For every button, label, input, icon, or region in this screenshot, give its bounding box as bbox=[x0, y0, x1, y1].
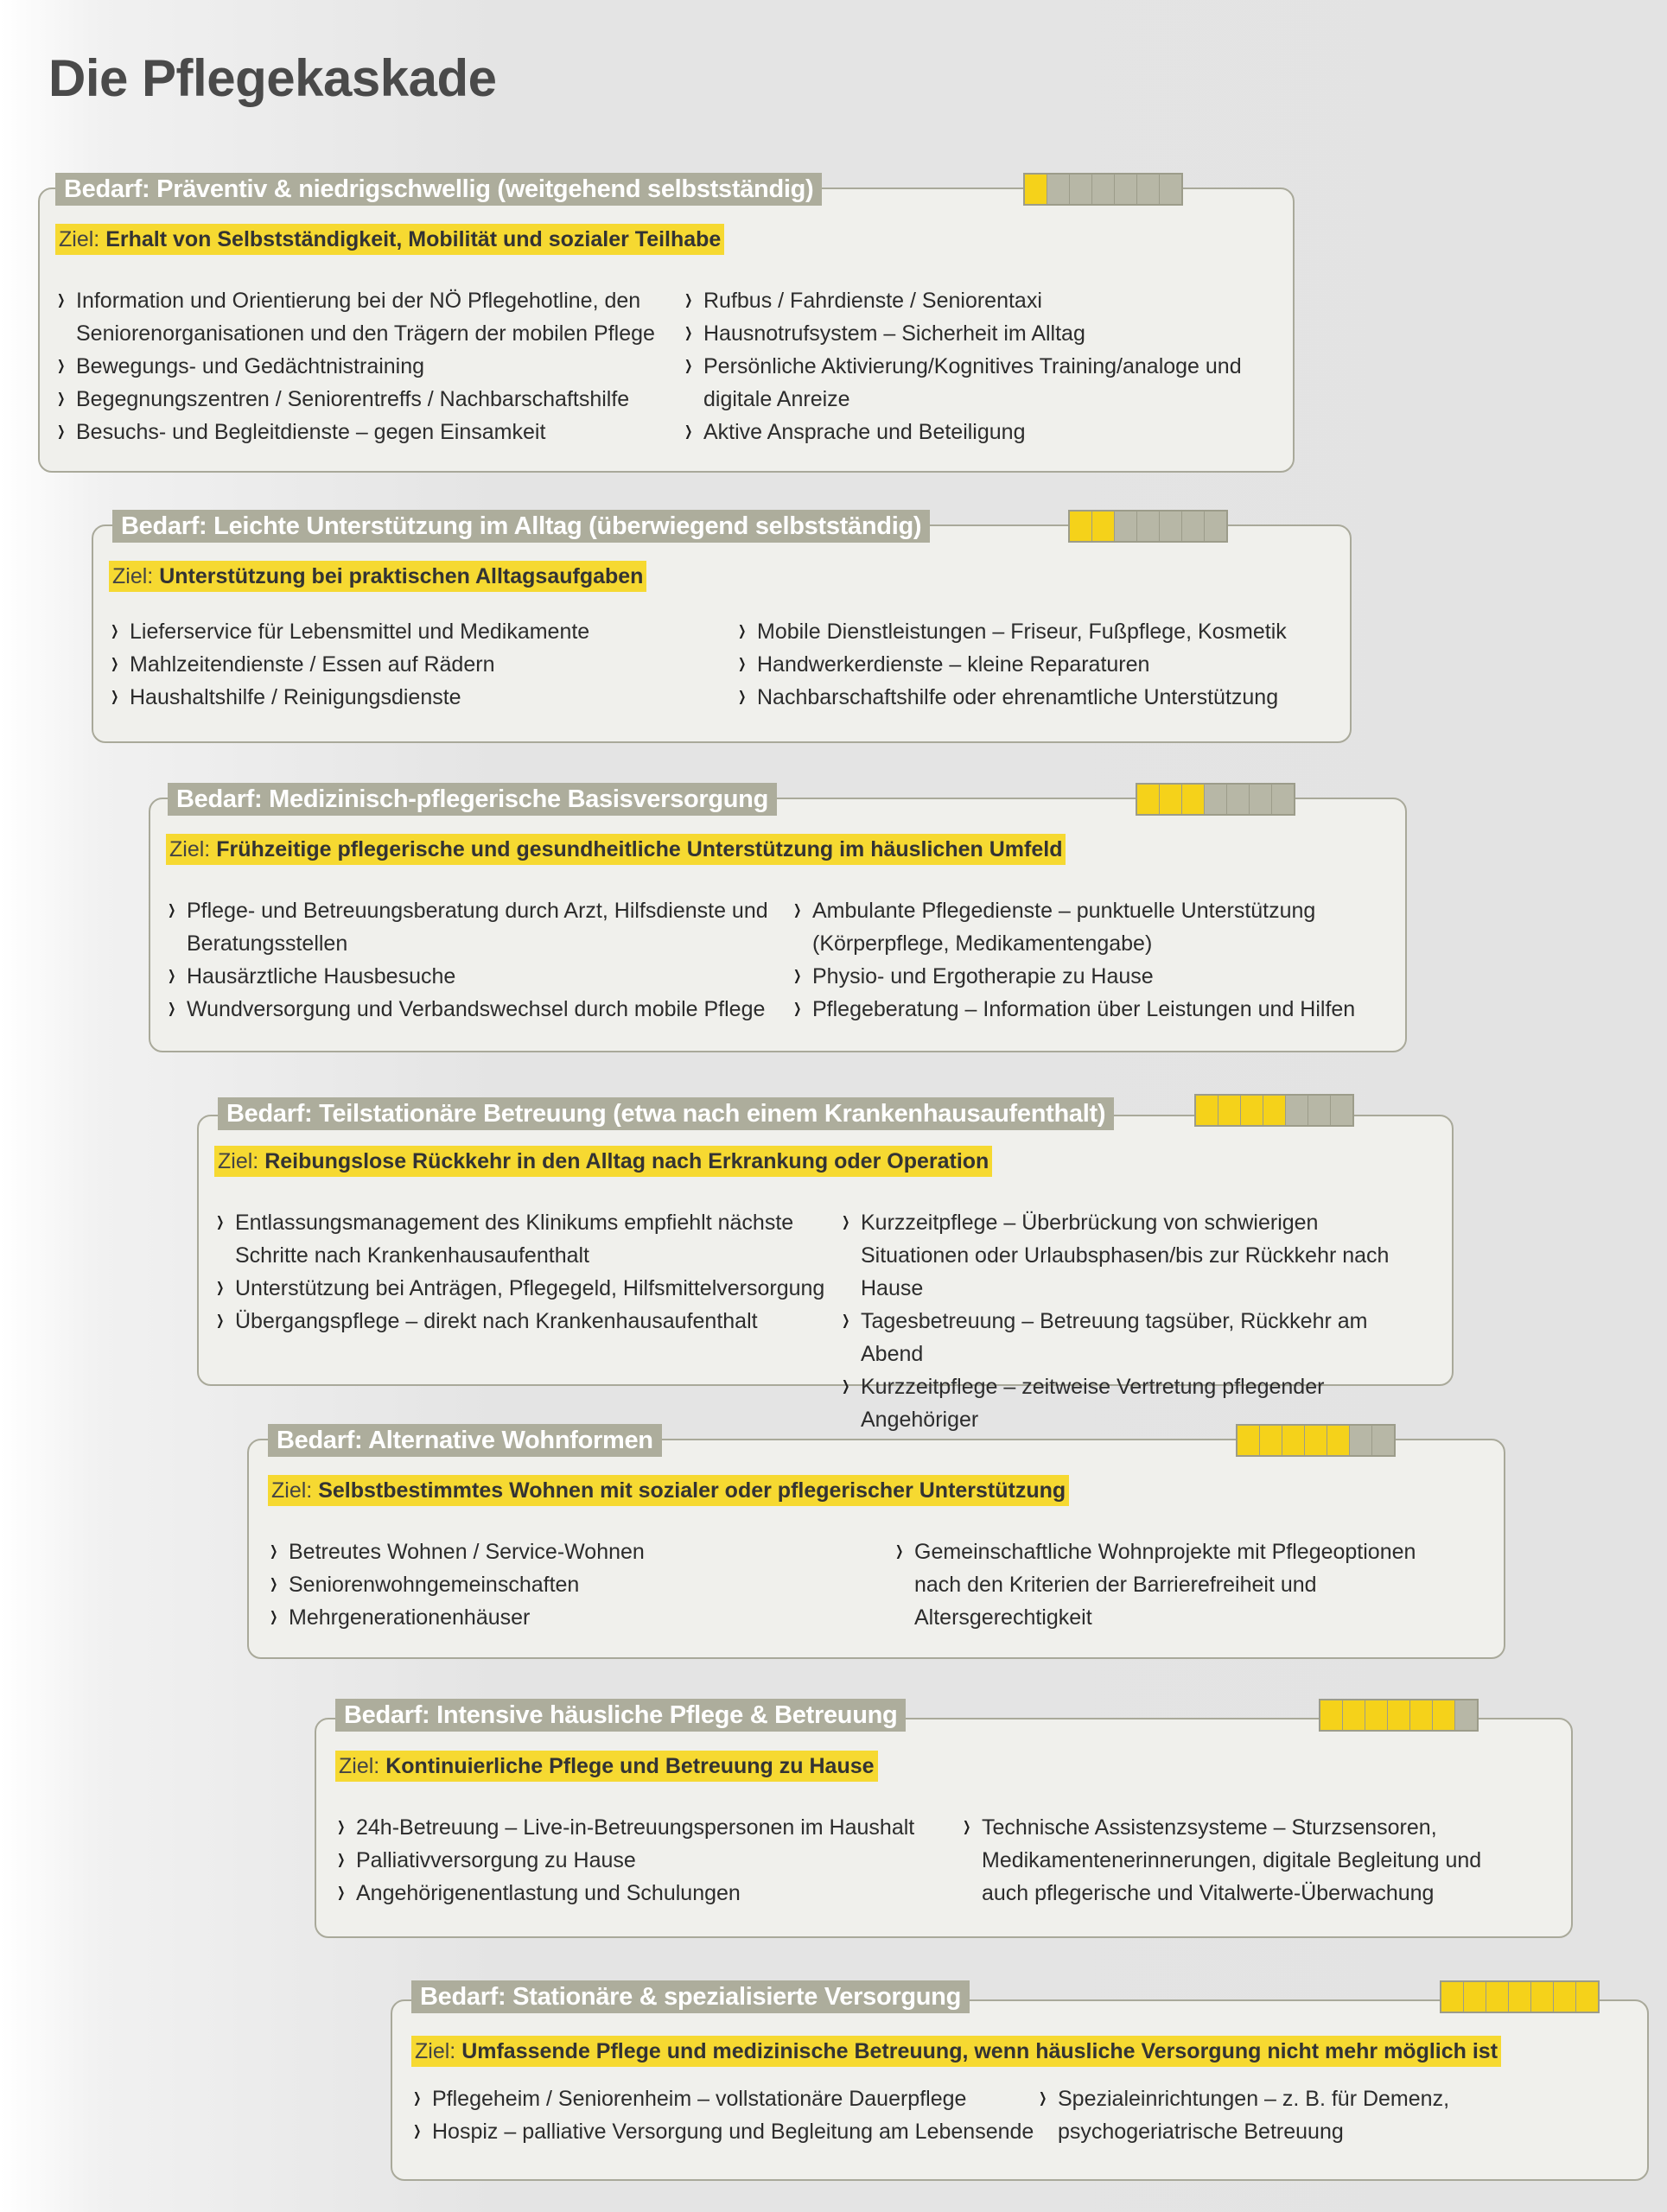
level-cell-empty bbox=[1137, 175, 1160, 204]
goal-prefix: Ziel: bbox=[271, 1478, 313, 1503]
section-box bbox=[149, 798, 1407, 1052]
level-indicator bbox=[1068, 510, 1228, 543]
section-intensive-pflege bbox=[315, 1699, 1573, 1938]
section-header: Bedarf: Leichte Unterstützung im Alltag (überwiegend selbstständig) bbox=[112, 510, 930, 543]
level-cell-empty bbox=[1182, 512, 1205, 541]
level-cell-empty bbox=[1272, 785, 1294, 814]
left-list bbox=[109, 615, 736, 714]
level-cell-empty bbox=[1115, 512, 1137, 541]
level-cell-empty bbox=[1205, 512, 1226, 541]
level-indicator bbox=[1023, 173, 1183, 206]
list-item: ❯ Handwerkerdienste – kleine Reparaturen bbox=[736, 648, 1307, 681]
list-item: ❯ Information und Orientierung bei der NÖ Pflegehotline, den Seniorenorganisationen und den Trägern der mobilen Pflege bbox=[55, 284, 683, 350]
level-cell-filled bbox=[1137, 785, 1160, 814]
goal-text: Reibungslose Rückkehr in den Alltag nach Erkrankung oder Operation bbox=[264, 1149, 989, 1173]
section-header: Bedarf: Intensive häusliche Pflege & Betreuung bbox=[335, 1699, 906, 1732]
level-cell-empty bbox=[1160, 512, 1182, 541]
goal-text: Frühzeitige pflegerische und gesundheitliche Unterstützung im häuslichen Umfeld bbox=[216, 837, 1063, 861]
level-cell-filled bbox=[1410, 1700, 1433, 1730]
level-cell-filled bbox=[1433, 1700, 1455, 1730]
level-cell-filled bbox=[1182, 785, 1205, 814]
right-list bbox=[683, 284, 1253, 448]
section-stationaer bbox=[391, 1980, 1649, 2181]
level-cell-filled bbox=[1260, 1426, 1282, 1455]
left-list bbox=[166, 894, 792, 1026]
level-cell-filled bbox=[1554, 1982, 1576, 2012]
level-cell-empty bbox=[1350, 1426, 1372, 1455]
list-item: ❯ Kurzzeitpflege – Überbrückung von schwierigen Situationen oder Urlaubsphasen/bis zur Rückkehr nach Hause bbox=[840, 1206, 1410, 1305]
list-item: ❯ Pflege- und Betreuungsberatung durch Arzt, Hilfsdienste und Beratungsstellen bbox=[166, 894, 792, 960]
level-cell-filled bbox=[1509, 1982, 1531, 2012]
level-cell-filled bbox=[1092, 512, 1115, 541]
right-list bbox=[736, 615, 1307, 714]
section-basisversorgung bbox=[149, 783, 1407, 1052]
level-cell-filled bbox=[1464, 1982, 1486, 2012]
list-item: ❯ Gemeinschaftliche Wohnprojekte mit Pflegeoptionen nach den Kriterien der Barrierefreiheit und Altersgerechtigkeit bbox=[894, 1535, 1429, 1634]
goal-banner bbox=[55, 224, 724, 255]
level-cell-filled bbox=[1365, 1700, 1388, 1730]
section-header: Bedarf: Stationäre & spezialisierte Versorgung bbox=[411, 1980, 970, 2013]
level-cell-empty bbox=[1286, 1096, 1308, 1125]
list-item: ❯ Hausnotrufsystem – Sicherheit im Alltag bbox=[683, 317, 1253, 350]
list-item: ❯ Entlassungsmanagement des Klinikums empfiehlt nächste Schritte nach Krankenhausaufenthalt bbox=[214, 1206, 840, 1272]
section-leichte-unterstuetzung bbox=[92, 510, 1352, 743]
section-box bbox=[391, 1999, 1649, 2181]
level-cell-filled bbox=[1238, 1426, 1260, 1455]
level-cell-empty bbox=[1115, 175, 1137, 204]
level-indicator bbox=[1440, 1980, 1600, 2013]
list-item: ❯ Hospiz – palliative Versorgung und Begleitung am Lebensende bbox=[411, 2115, 1037, 2148]
level-cell-empty bbox=[1331, 1096, 1352, 1125]
list-item: ❯ Mehrgenerationenhäuser bbox=[268, 1601, 894, 1634]
level-cell-filled bbox=[1305, 1426, 1327, 1455]
level-cell-filled bbox=[1486, 1982, 1509, 2012]
list-item: ❯ Technische Assistenzsysteme – Sturzsensoren, Medikamentenerinnerungen, digitale Begleitung und auch pflegerische und Vitalwerte-Überwachung bbox=[961, 1811, 1523, 1910]
goal-prefix: Ziel: bbox=[218, 1149, 259, 1173]
level-cell-empty bbox=[1137, 512, 1160, 541]
level-cell-empty bbox=[1372, 1426, 1394, 1455]
goal-text: Selbstbestimmtes Wohnen mit sozialer oder pflegerischer Unterstützung bbox=[318, 1478, 1066, 1503]
section-box bbox=[247, 1439, 1505, 1659]
level-indicator bbox=[1236, 1424, 1396, 1457]
section-teilstationaer bbox=[197, 1094, 1454, 1432]
level-indicator bbox=[1136, 783, 1295, 816]
goal-prefix: Ziel: bbox=[169, 837, 211, 861]
level-cell-filled bbox=[1070, 512, 1092, 541]
right-list bbox=[792, 894, 1362, 1026]
level-cell-filled bbox=[1343, 1700, 1365, 1730]
list-item: ❯ Persönliche Aktivierung/Kognitives Training/analoge und digitale Anreize bbox=[683, 350, 1253, 416]
list-item: ❯ Physio- und Ergotherapie zu Hause bbox=[792, 960, 1362, 993]
level-indicator bbox=[1319, 1699, 1479, 1732]
left-list bbox=[335, 1811, 961, 1910]
goal-prefix: Ziel: bbox=[415, 2039, 456, 2063]
level-cell-filled bbox=[1320, 1700, 1343, 1730]
list-item: ❯ Seniorenwohngemeinschaften bbox=[268, 1568, 894, 1601]
list-item: ❯ Ambulante Pflegedienste – punktuelle Unterstützung (Körperpflege, Medikamentengabe) bbox=[792, 894, 1362, 960]
goal-banner bbox=[268, 1475, 1069, 1506]
list-item: ❯ Mobile Dienstleistungen – Friseur, Fußpflege, Kosmetik bbox=[736, 615, 1307, 648]
list-item: ❯ Begegnungszentren / Seniorentreffs / Nachbarschaftshilfe bbox=[55, 383, 683, 416]
section-wohnformen bbox=[247, 1424, 1505, 1659]
section-box bbox=[92, 524, 1352, 743]
goal-text: Unterstützung bei praktischen Alltagsaufgaben bbox=[159, 564, 644, 588]
list-item: ❯ Haushaltshilfe / Reinigungsdienste bbox=[109, 681, 736, 714]
page-title: Die Pflegekaskade bbox=[48, 49, 497, 107]
level-cell-filled bbox=[1531, 1982, 1554, 2012]
list-item: ❯ Betreutes Wohnen / Service-Wohnen bbox=[268, 1535, 894, 1568]
list-item: ❯ Palliativversorgung zu Hause bbox=[335, 1844, 961, 1877]
level-cell-filled bbox=[1025, 175, 1047, 204]
list-item: ❯ Rufbus / Fahrdienste / Seniorentaxi bbox=[683, 284, 1253, 317]
goal-text: Kontinuierliche Pflege und Betreuung zu Hause bbox=[385, 1754, 875, 1778]
level-cell-empty bbox=[1047, 175, 1070, 204]
list-item: ❯ Bewegungs- und Gedächtnistraining bbox=[55, 350, 683, 383]
level-cell-filled bbox=[1263, 1096, 1286, 1125]
goal-banner bbox=[411, 2036, 1501, 2067]
goal-text: Erhalt von Selbstständigkeit, Mobilität und sozialer Teilhabe bbox=[105, 227, 722, 251]
right-list bbox=[894, 1535, 1429, 1634]
right-list bbox=[961, 1811, 1523, 1910]
goal-prefix: Ziel: bbox=[339, 1754, 380, 1778]
list-item: ❯ Wundversorgung und Verbandswechsel durch mobile Pflege bbox=[166, 993, 792, 1026]
level-cell-filled bbox=[1576, 1982, 1598, 2012]
level-cell-empty bbox=[1308, 1096, 1331, 1125]
section-box bbox=[197, 1115, 1454, 1432]
left-list bbox=[268, 1535, 894, 1634]
level-cell-filled bbox=[1441, 1982, 1464, 2012]
level-cell-empty bbox=[1092, 175, 1115, 204]
level-cell-filled bbox=[1218, 1096, 1241, 1125]
level-cell-filled bbox=[1196, 1096, 1218, 1125]
level-cell-filled bbox=[1388, 1700, 1410, 1730]
goal-banner bbox=[335, 1751, 878, 1782]
list-item: ❯ Spezialeinrichtungen – z. B. für Demenz, psychogeriatrische Betreuung bbox=[1037, 2082, 1607, 2148]
list-item: ❯ Angehörigenentlastung und Schulungen bbox=[335, 1877, 961, 1910]
list-item: ❯ Lieferservice für Lebensmittel und Medikamente bbox=[109, 615, 736, 648]
section-header: Bedarf: Alternative Wohnformen bbox=[268, 1424, 662, 1457]
right-list bbox=[840, 1206, 1410, 1436]
goal-text: Umfassende Pflege und medizinische Betreuung, wenn häusliche Versorgung nicht mehr möglich ist bbox=[461, 2039, 1498, 2063]
goal-banner bbox=[109, 561, 646, 592]
list-item: ❯ Mahlzeitendienste / Essen auf Rädern bbox=[109, 648, 736, 681]
level-cell-empty bbox=[1250, 785, 1272, 814]
level-cell-empty bbox=[1455, 1700, 1477, 1730]
list-item: ❯ Kurzzeitpflege – zeitweise Vertretung pflegender Angehöriger bbox=[840, 1370, 1410, 1436]
left-list bbox=[55, 284, 683, 448]
list-item: ❯ Besuchs- und Begleitdienste – gegen Einsamkeit bbox=[55, 416, 683, 448]
level-cell-filled bbox=[1327, 1426, 1350, 1455]
list-item: ❯ 24h-Betreuung – Live-in-Betreuungspersonen im Haushalt bbox=[335, 1811, 961, 1844]
list-item: ❯ Pflegeheim / Seniorenheim – vollstationäre Dauerpflege bbox=[411, 2082, 1037, 2115]
section-header: Bedarf: Teilstationäre Betreuung (etwa nach einem Krankenhausaufenthalt) bbox=[218, 1097, 1114, 1130]
right-list bbox=[1037, 2082, 1607, 2148]
goal-banner bbox=[166, 834, 1066, 865]
list-item: ❯ Aktive Ansprache und Beteiligung bbox=[683, 416, 1253, 448]
left-list bbox=[411, 2082, 1037, 2148]
level-cell-empty bbox=[1227, 785, 1250, 814]
goal-banner bbox=[214, 1146, 992, 1177]
list-item: ❯ Pflegeberatung – Information über Leistungen und Hilfen bbox=[792, 993, 1362, 1026]
level-cell-filled bbox=[1160, 785, 1182, 814]
left-list bbox=[214, 1206, 840, 1436]
goal-prefix: Ziel: bbox=[112, 564, 154, 588]
level-indicator bbox=[1194, 1094, 1354, 1127]
level-cell-filled bbox=[1282, 1426, 1305, 1455]
section-box bbox=[38, 188, 1295, 473]
list-item: ❯ Übergangspflege – direkt nach Krankenhausaufenthalt bbox=[214, 1305, 840, 1338]
list-item: ❯ Tagesbetreuung – Betreuung tagsüber, Rückkehr am Abend bbox=[840, 1305, 1410, 1370]
section-box bbox=[315, 1718, 1573, 1938]
list-item: ❯ Hausärztliche Hausbesuche bbox=[166, 960, 792, 993]
level-cell-empty bbox=[1205, 785, 1227, 814]
level-cell-filled bbox=[1241, 1096, 1263, 1125]
section-header: Bedarf: Präventiv & niedrigschwellig (weitgehend selbstständig) bbox=[55, 173, 822, 206]
section-praeventiv bbox=[38, 173, 1295, 473]
goal-prefix: Ziel: bbox=[59, 227, 100, 251]
list-item: ❯ Nachbarschaftshilfe oder ehrenamtliche Unterstützung bbox=[736, 681, 1307, 714]
section-header: Bedarf: Medizinisch-pflegerische Basisversorgung bbox=[168, 783, 777, 816]
list-item: ❯ Unterstützung bei Anträgen, Pflegegeld, Hilfsmittelversorgung bbox=[214, 1272, 840, 1305]
level-cell-empty bbox=[1160, 175, 1181, 204]
level-cell-empty bbox=[1070, 175, 1092, 204]
